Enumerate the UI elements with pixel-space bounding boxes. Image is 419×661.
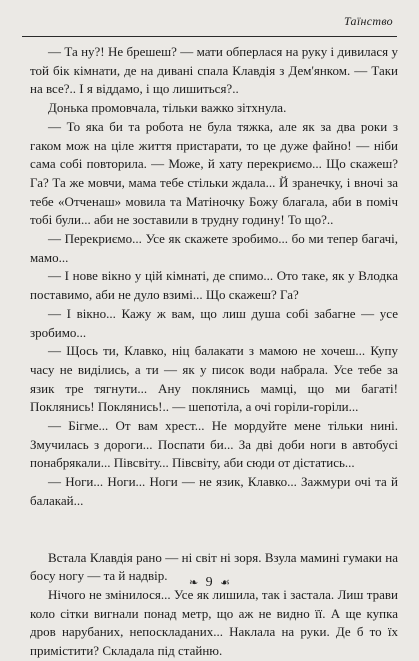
section-break	[30, 511, 398, 549]
page-footer	[0, 575, 419, 591]
page-number: 9	[205, 575, 213, 590]
running-head	[22, 14, 397, 37]
paragraph: Встала Клавдія рано — ні світ ні зоря. Взула мамині гумаки на босу ногу — та й надвір.	[30, 549, 398, 584]
paragraph: — І вікно... Кажу ж вам, що лиш душа собі забагне — усе зробимо...	[30, 305, 398, 340]
ornament-left-icon: ❧	[188, 577, 199, 589]
paragraph: — Та ну?! Не брешеш? — мати обперлася на руку і дивилася у той бік кімнати, де на дивані спала Клавдія з Дем'янком. — Таки на все?.. І я віддамо, і що лишиться?..	[30, 44, 398, 97]
paragraph: Нічого не змінилося... Усе як лишила, так і застала. Лиш трави коло сітки вигнали понад метр, що аж не видно її. А ще купка дров нарубаних, непоскладаних... Наклала на руки. Де б то їх примістити? Складала під стайню.	[30, 586, 398, 659]
paragraph: — Щось ти, Клавко, ніц балакати з мамою не хочеш... Купу часу не виділись, а ти — як у писок води набрала. Усе тебе за язик тре тягнути... Ану поклянись мамці, що ми багаті! Поклянись! Поклянись!.. — шепотіла, а очі горіли-горіли...	[30, 343, 398, 415]
body-text	[30, 43, 398, 661]
paragraph: — Ноги... Ноги... Ноги — не язик, Клавко... Зажмури очі та й балакай...	[30, 474, 398, 508]
paragraph: — То яка би та робота не була тяжка, але як за два роки з гаком мож на ціле життя пристарати, то це дуже файно! — ніби сама собі повторила. — Може, й хату перекриємо... Що скажеш? Га? Та же мовчи, мама тебе стільки ждала... Й зранечку, і вночі за тебе «Отченаш» мовила та Матіночку Божу благала, аби в поміч тобі були... аби не зоставили в трудну годину! То що?..	[30, 118, 398, 228]
paragraph: — І нове вікно у цій кімнаті, де спимо... Ото таке, як у Влодка поставимо, аби не дуло взимі... Що скажеш? Га?	[30, 268, 398, 303]
paragraph: — Бігме... От вам хрест... Не мордуйте мене тільки нині. Змучилась з дороги... Поспати би... За дві доби ноги в автобусі понабрякали... Півсвіту... Півсвіту, аби сюди от дістатись...	[30, 418, 398, 471]
ornament-right-icon: ☙	[220, 577, 231, 589]
paragraph: — Перекриємо... Усе як скажете зробимо... бо ми тепер багачі, мамо...	[30, 231, 398, 265]
running-head-title: Таїнство	[344, 14, 393, 28]
paragraph: Донька промовчала, тільки важко зітхнула.	[48, 100, 287, 116]
